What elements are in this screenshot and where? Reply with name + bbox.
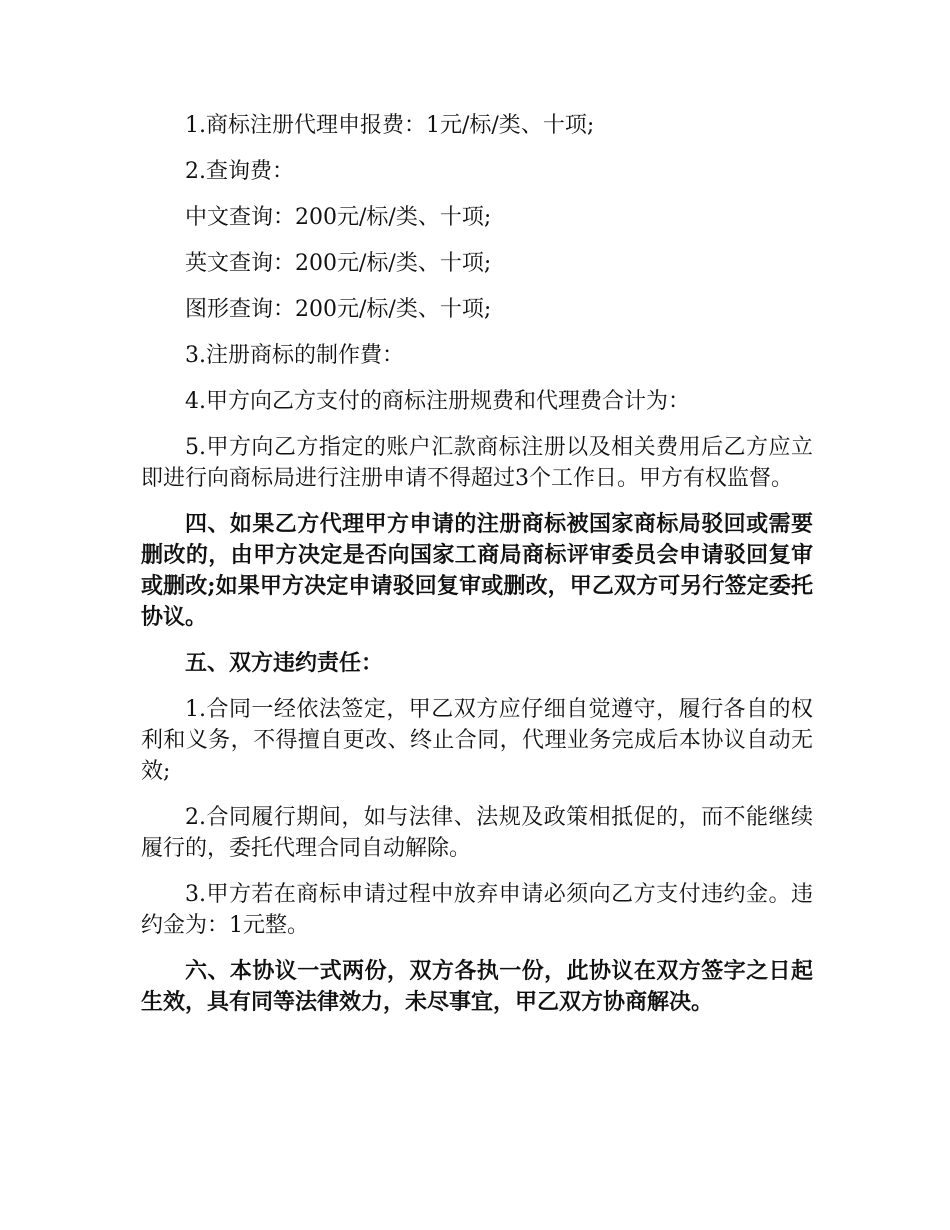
breach-item-2: 2.合同履行期间，如与法律、法规及政策相抵促的，而不能继续履行的，委托代理合同自动解除。 (141, 805, 813, 861)
fee-item-deadline: 5.甲方向乙方指定的账户汇款商标注册以及相关费用后乙方应立即进行向商标局进行注册申请不得超过3个工作日。甲方有权监督。 (141, 435, 813, 491)
fee-search-graphic: 图形查询：200元/标/类、十项; (185, 297, 492, 322)
breach-item-3: 3.甲方若在商标申请过程中放弃申请必须向乙方支付违约金。违约金为：1元整。 (141, 882, 813, 938)
section-four-heading: 四、如果乙方代理甲方申请的注册商标被国家商标局驳回或需要删改的，由甲方决定是否向国家工商局商标评审委员会申请驳回复审或删改;如果甲方决定申请驳回复审或删改，甲乙双方可另行签定委托协议。 (141, 511, 813, 630)
fee-search-chinese: 中文查询：200元/标/类、十项; (185, 205, 492, 230)
fee-item-total: 4.甲方向乙方支付的商标注册规费和代理费合计为： (185, 389, 690, 414)
fee-item-production: 3.注册商标的制作費： (185, 343, 404, 368)
fee-search-english: 英文查询：200元/标/类、十项; (185, 251, 492, 276)
document-body (141, 110, 813, 1033)
fee-item-agency: 1.商标注册代理申报费：1元/标/类、十项; (185, 113, 595, 138)
section-five-heading: 五、双方违约责任： (185, 650, 384, 676)
section-six-heading: 六、本协议一式两份，双方各执一份，此协议在双方签字之日起生效，具有同等法律效力，未尽事宜，甲乙双方协商解决。 (141, 958, 813, 1015)
fee-item-search: 2.查询费： (185, 159, 294, 184)
breach-item-1: 1.合同一经依法签定，甲乙双方应仔细自觉遵守，履行各自的权利和义务，不得擅自更改、终止合同，代理业务完成后本协议自动无效; (141, 697, 813, 784)
